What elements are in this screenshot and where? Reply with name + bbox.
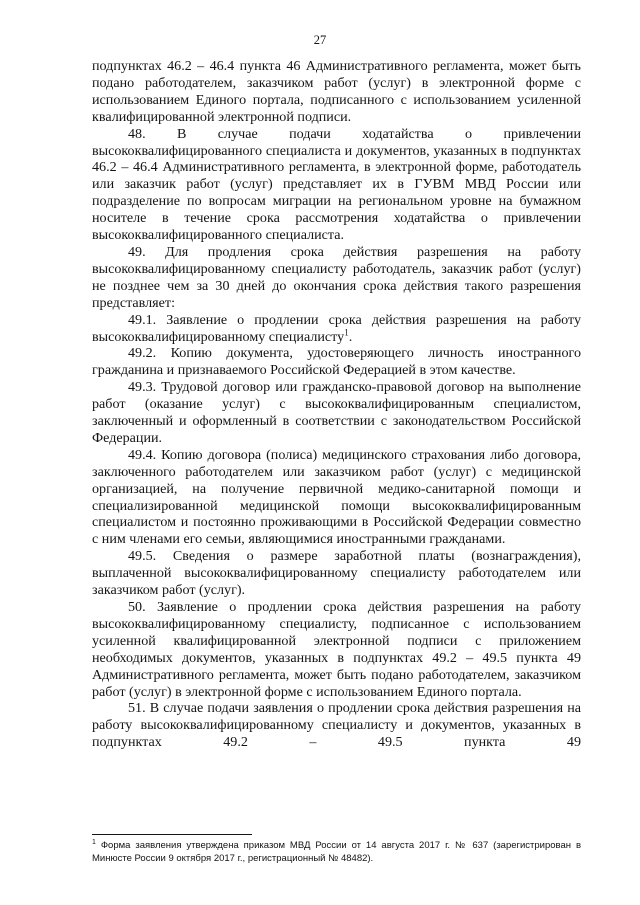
paragraph-50: 50. Заявление о продлении срока действия разрешения на работу высококвалифицированному специалисту, подписанное с использованием усиленной квалифицированной электронной подписи с приложением необходимых документов, указанных в подпунктах 49.2 – 49.5 пункта 49 Административного регламента, может быть подано работодателем, заказчиком работ (услуг) в электронной форме с использованием Единого портала. [92,599,581,700]
paragraph-49: 49. Для продления срока действия разрешения на работу высококвалифицированному специалисту работодатель, заказчик работ (услуг) не позднее чем за 30 дней до окончания срока действия такого разрешения представляет: [92,243,581,311]
paragraph-49-3: 49.3. Трудовой договор или гражданско-правовой договор на выполнение работ (оказание услуг) с высококвалифицированным специалистом, заключенный и оформленный в соответствии с законодательством Российской Федерации. [92,379,581,446]
footnote-marker: 1 [92,838,96,846]
paragraph-49-5: 49.5. Сведения о размере заработной платы (вознаграждения), выплаченной высококвалифицированному специалисту работодателем или заказчиком работ (услуг). [92,548,581,599]
footnote-text: Форма заявления утверждена приказом МВД России от 14 августа 2017 г. № 637 (зарегистрирован в Минюсте России 9 октября 2017 г., регистрационный № 48482). [92,840,581,864]
page-number: 27 [313,33,327,47]
footnote-reference: 1 [344,326,349,337]
footnote-divider [92,834,252,835]
paragraph-continuation: подпунктах 46.2 – 46.4 пункта 46 Административного регламента, может быть подано работодателем, заказчиком работ (услуг) в электронной форме с использованием Единого портала, подписанного с использованием усиленной квалифицированной электронной подписи. [92,58,581,125]
paragraph-49-1: 49.1. Заявление о продлении срока действия разрешения на работу высококвалифицированному специалисту$^1$. [92,311,581,345]
paragraph-49-4: 49.4. Копию договора (полиса) медицинского страхования либо договора, заключенного работодателем или заказчиком работ (услуг) с медицинской организацией, на получение первичной медико-санитарной помощи и специализированной медицинской помощи высококвалифицированным специалистом и постоянно проживающими в Российской Федерации совместно с ним членами его семьи, являющимися иностранными гражданами. [92,446,581,548]
footnote [92,840,581,865]
paragraph-51: 51. В случае подачи заявления о продлении срока действия разрешения на работу высококвалифицированному специалисту и документов, указанных в подпунктах 49.2 – 49.5 пункта 49 [92,700,581,751]
paragraph-49-1-text: 49.1. Заявление о продлении срока действия разрешения на работу высококвалифицированному специалисту [92,311,581,345]
paragraph-48: 48. В случае подачи ходатайства о привлечении высококвалифицированного специалиста и документов, указанных в подпунктах 46.2 – 46.4 Административного регламента, в электронной форме, работодатель или заказчик работ (услуг) представляет их в ГУВМ МВД России или подразделение по вопросам миграции на региональном уровне на бумажном носителе в течение срока рассмотрения ходатайства о привлечении высококвалифицированного специалиста. [92,125,581,244]
paragraph-49-2: 49.2. Копию документа, удостоверяющего личность иностранного гражданина и признаваемого Российской Федерацией в этом качестве. [92,345,581,379]
document-body [92,58,581,751]
